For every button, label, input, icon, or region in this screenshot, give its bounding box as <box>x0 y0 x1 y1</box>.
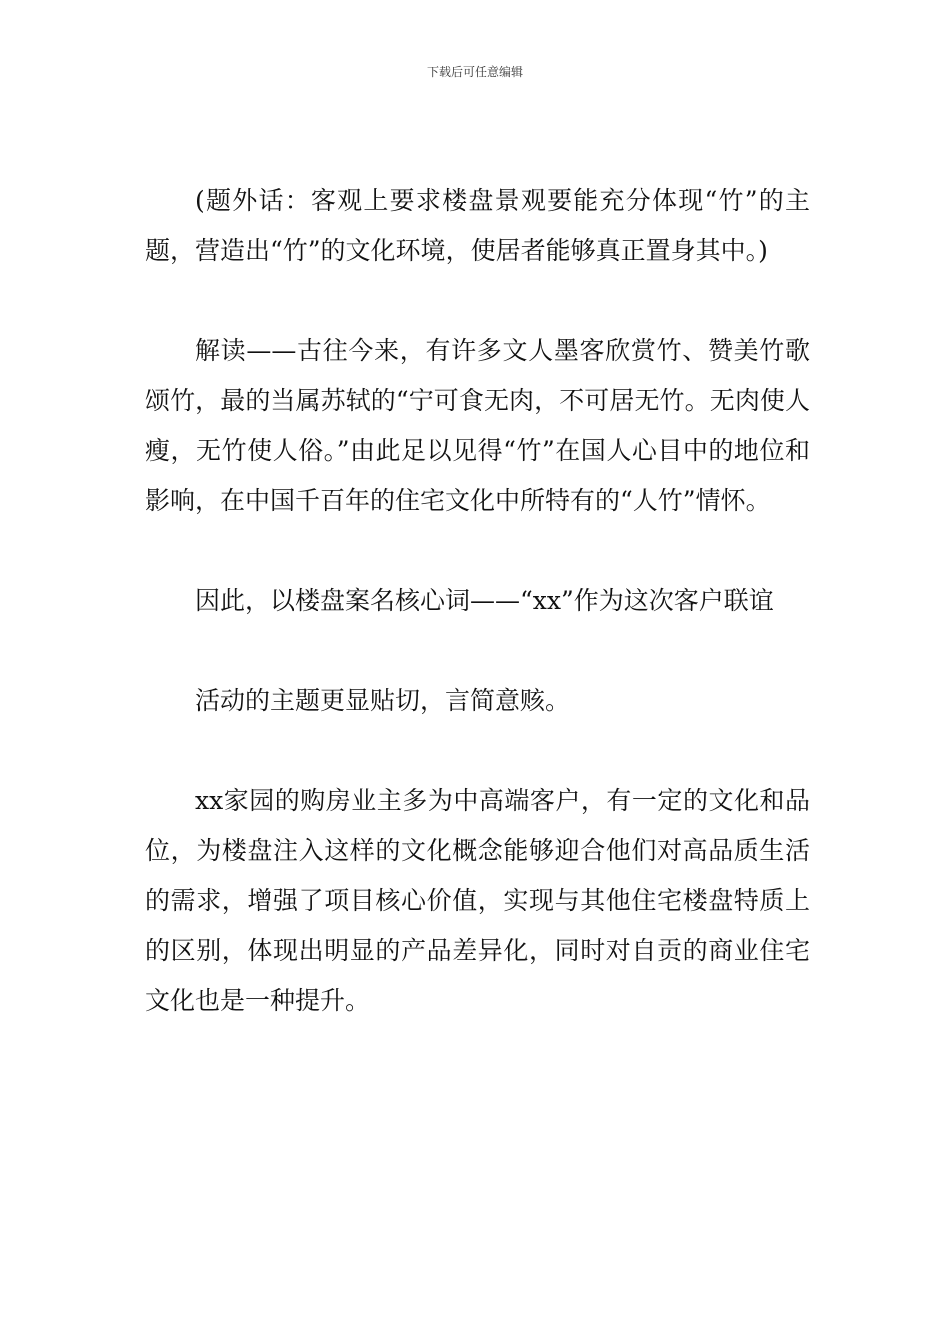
paragraph-interpretation: 解读——古往今来，有许多文人墨客欣赏竹、赞美竹歌颂竹，最的当属苏轼的“宁可食无肉，不可居无竹。无肉使人瘦，无竹使人俗。”由此足以见得“竹”在国人心目中的地位和影响，在中国千百年的住宅文化中所特有的“人竹”情怀。 <box>145 336 810 515</box>
paragraph-theme-conclusion: 活动的主题更显贴切，言简意赅。 <box>195 686 571 715</box>
paragraph-theme-intro: 因此，以楼盘案名核心词——“xx”作为这次客户联谊 <box>195 586 774 615</box>
page-header: 下载后可任意编辑 <box>426 65 523 79</box>
paragraph-topic-note: (题外话：客观上要求楼盘景观要能充分体现“竹”的主题，营造出“竹”的文化环境，使居者能够真正置身其中。) <box>145 186 810 265</box>
paragraph-customer-value: xx家园的购房业主多为中高端客户，有一定的文化和品位，为楼盘注入这样的文化概念能够迎合他们对高品质生活的需求，增强了项目核心价值，实现与其他住宅楼盘特质上的区别，体现出明显的产品差异化，同时对自贡的商业住宅文化也是一种提升。 <box>145 786 810 1015</box>
document-body <box>145 176 810 1076</box>
